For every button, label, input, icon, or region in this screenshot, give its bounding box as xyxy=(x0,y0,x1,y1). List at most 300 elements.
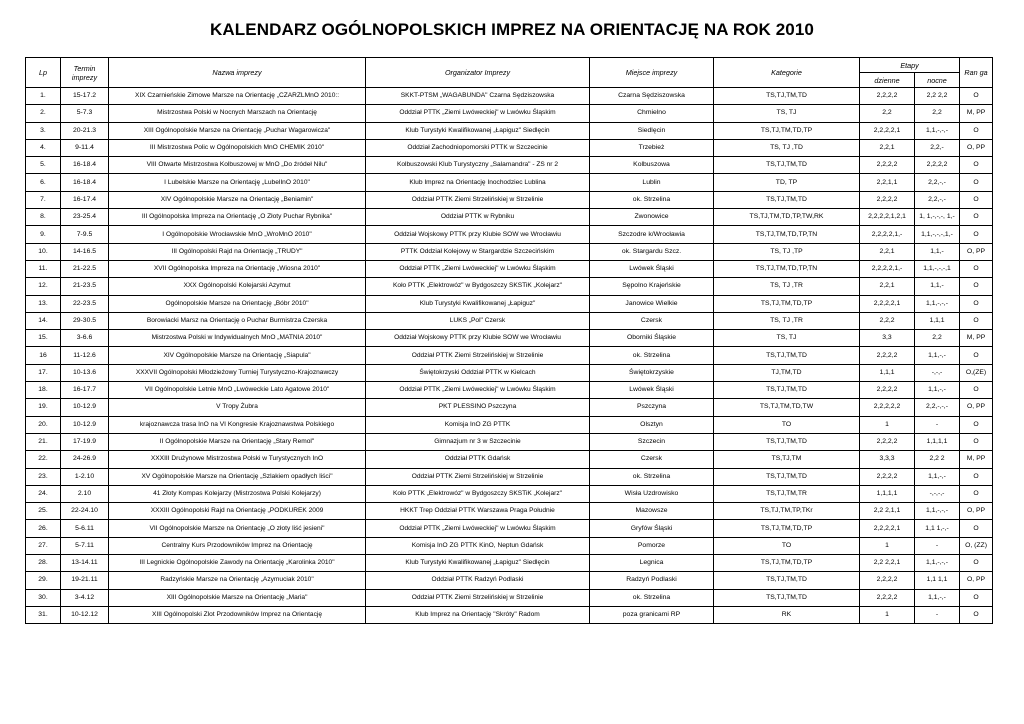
row-termin: 10-13.6 xyxy=(61,364,109,381)
header-ranga: Ran ga xyxy=(960,58,993,88)
row-organizator: Oddział PTTK „Ziemi Lwóweckiej" w Lwówku Śląskim xyxy=(366,520,590,537)
table-row xyxy=(26,416,993,433)
row-organizator: Oddział PTTK Ziemi Strzelińskiej w Strzelinie xyxy=(366,191,590,208)
row-etapy-nocne: 2,2 xyxy=(915,105,960,122)
row-miejsce: ok. Strzelina xyxy=(590,347,714,364)
row-etapy-nocne: - xyxy=(915,606,960,623)
row-organizator: Oddział PTTK „Ziemi Lwóweckiej" w Lwówku Śląskim xyxy=(366,105,590,122)
row-ranga: O xyxy=(960,191,993,208)
row-nazwa: XIII Ogólnopolskie Marsze na Orientację „Puchar Wagarowicza" xyxy=(109,122,366,139)
row-kategorie: TS,TJ,TM,TD,TP xyxy=(714,122,860,139)
row-organizator: Klub Turystyki Kwalifikowanej „Łapiguz" Siedlęcin xyxy=(366,122,590,139)
row-ranga: O xyxy=(960,295,993,312)
row-kategorie: TS,TJ,TM,TD xyxy=(714,468,860,485)
row-lp: 9. xyxy=(26,226,61,243)
row-kategorie: TS,TJ,TM,TD xyxy=(714,191,860,208)
header-dzienne: dzienne xyxy=(860,73,915,88)
row-etapy-nocne: 2,2 xyxy=(915,330,960,347)
header-termin: Termin imprezy xyxy=(61,58,109,88)
row-lp: 11. xyxy=(26,260,61,277)
row-nazwa: XIV Ogólnopolskie Marsze na Orientację „Siapula" xyxy=(109,347,366,364)
header-nocne: nocne xyxy=(915,73,960,88)
row-etapy-nocne: 2,2,-,- xyxy=(915,174,960,191)
table-row xyxy=(26,243,993,260)
row-etapy-dzienne: 1,1,1 xyxy=(860,364,915,381)
row-ranga: O xyxy=(960,278,993,295)
row-ranga: O xyxy=(960,589,993,606)
table-row xyxy=(26,555,993,572)
row-miejsce: Radzyń Podlaski xyxy=(590,572,714,589)
row-etapy-nocne: 1,1,-,-,- xyxy=(915,503,960,520)
row-miejsce: Lublin xyxy=(590,174,714,191)
row-kategorie: TS,TJ,TM,TD,TP,TN xyxy=(714,226,860,243)
row-lp: 23. xyxy=(26,468,61,485)
row-termin: 21-22.5 xyxy=(61,260,109,277)
row-etapy-dzienne: 2,2,2,2 xyxy=(860,347,915,364)
row-kategorie: TS,TJ,TM,TD xyxy=(714,157,860,174)
table-row xyxy=(26,88,993,105)
row-organizator: Oddział Wojskowy PTTK przy Klubie SOW we Wrocławiu xyxy=(366,226,590,243)
row-termin: 11-12.6 xyxy=(61,347,109,364)
row-nazwa: VII Ogólnopolskie Marsze na Orientację „O złoty liść jesieni" xyxy=(109,520,366,537)
row-termin: 7-9.5 xyxy=(61,226,109,243)
row-miejsce: Szczecin xyxy=(590,433,714,450)
row-kategorie: TS,TJ,TM,TD,TP xyxy=(714,295,860,312)
row-nazwa: XXXIII Ogólnopolski Rajd na Orientację „PODKUREK 2009 xyxy=(109,503,366,520)
row-organizator: Oddział PTTK Ziemi Strzelińskiej w Strzelinie xyxy=(366,589,590,606)
row-termin: 14-16.5 xyxy=(61,243,109,260)
row-ranga: O xyxy=(960,382,993,399)
row-ranga: O xyxy=(960,347,993,364)
header-organizator: Organizator Imprezy xyxy=(366,58,590,88)
row-kategorie: TS, TJ xyxy=(714,105,860,122)
row-ranga: O, PP xyxy=(960,572,993,589)
row-etapy-dzienne: 3,3 xyxy=(860,330,915,347)
row-nazwa: III Mistrzostwa Polic w Ogólnopolskich MnO CHEMIK 2010" xyxy=(109,139,366,156)
row-nazwa: krajoznawcza trasa InO na VI Kongresie Krajoznawstwa Polskiego xyxy=(109,416,366,433)
row-kategorie: TS,TJ,TM,TD,TP,TN xyxy=(714,260,860,277)
row-etapy-nocne: 1,1,-,- xyxy=(915,589,960,606)
row-lp: 3. xyxy=(26,122,61,139)
row-ranga: O xyxy=(960,416,993,433)
row-lp: 2. xyxy=(26,105,61,122)
row-ranga: O xyxy=(960,312,993,329)
table-row xyxy=(26,468,993,485)
header-nazwa: Nazwa imprezy xyxy=(109,58,366,88)
row-miejsce: Siedlęcin xyxy=(590,122,714,139)
row-nazwa: XV Ogólnopolskie Marsze na Orientację „Szlakiem opadłych liści" xyxy=(109,468,366,485)
row-lp: 28. xyxy=(26,555,61,572)
row-miejsce: Szczodre k/Wrocławia xyxy=(590,226,714,243)
row-termin: 10-12.9 xyxy=(61,416,109,433)
row-ranga: O xyxy=(960,606,993,623)
row-organizator: Oddział PTTK Ziemi Strzelińskiej w Strzelinie xyxy=(366,347,590,364)
row-kategorie: TD, TP xyxy=(714,174,860,191)
row-termin: 10-12.9 xyxy=(61,399,109,416)
row-kategorie: TS, TJ ,TR xyxy=(714,278,860,295)
row-termin: 3-6.6 xyxy=(61,330,109,347)
table-row xyxy=(26,572,993,589)
row-kategorie: TS, TJ xyxy=(714,330,860,347)
row-termin: 16-17.7 xyxy=(61,382,109,399)
row-nazwa: Radzyńskie Marsze na Orientację „Azymuciak 2010" xyxy=(109,572,366,589)
row-miejsce: Pomorze xyxy=(590,537,714,554)
row-ranga: O xyxy=(960,468,993,485)
row-lp: 16 xyxy=(26,347,61,364)
row-nazwa: I Lubelskie Marsze na Orientację „LubelInO 2010" xyxy=(109,174,366,191)
row-termin: 20-21.3 xyxy=(61,122,109,139)
row-etapy-dzienne: 1 xyxy=(860,416,915,433)
row-miejsce: Chmielno xyxy=(590,105,714,122)
row-miejsce: ok. Strzelina xyxy=(590,191,714,208)
header-miejsce: Miejsce imprezy xyxy=(590,58,714,88)
row-organizator: Koło PTTK „Elektrowóz" w Bydgoszczy SKSTiK „Kolejarz" xyxy=(366,485,590,502)
row-termin: 17-19.9 xyxy=(61,433,109,450)
row-kategorie: TS,TJ,TM,TD xyxy=(714,88,860,105)
row-organizator: Klub Turystyki Kwalifikowanej „Łapiguz" xyxy=(366,295,590,312)
row-termin: 29-30.5 xyxy=(61,312,109,329)
row-etapy-nocne: 2,2,-,- xyxy=(915,191,960,208)
table-row xyxy=(26,226,993,243)
row-nazwa: III Ogólnopolski Rajd na Orientację „TRUDY" xyxy=(109,243,366,260)
table-row xyxy=(26,312,993,329)
row-ranga: O xyxy=(960,433,993,450)
row-etapy-nocne: 1,1 1,-,- xyxy=(915,520,960,537)
row-kategorie: TS,TJ,TM,TD,TP xyxy=(714,555,860,572)
row-termin: 1-2.10 xyxy=(61,468,109,485)
row-organizator: Oddział PTTK Radzyń Podlaski xyxy=(366,572,590,589)
row-etapy-nocne: 1,1,-,-,-,1 xyxy=(915,260,960,277)
row-nazwa: I Ogólnopolskie Wrocławskie MnO „WroMnO 2010" xyxy=(109,226,366,243)
row-etapy-dzienne: 2,2,2,2 xyxy=(860,191,915,208)
row-nazwa: XIV Ogólnopolskie Marsze na Orientację „Beniamin" xyxy=(109,191,366,208)
row-organizator: Koło PTTK „Elektrowóz" w Bydgoszczy SKSTiK „Kolejarz" xyxy=(366,278,590,295)
table-row xyxy=(26,278,993,295)
document-title: KALENDARZ OGÓLNOPOLSKICH IMPREZ NA ORIENTACJĘ NA ROK 2010 xyxy=(210,20,814,39)
row-lp: 1. xyxy=(26,88,61,105)
row-etapy-nocne: 1,1 1,1 xyxy=(915,572,960,589)
row-kategorie: TS,TJ,TM,TD xyxy=(714,347,860,364)
row-etapy-dzienne: 2,2,2,2 xyxy=(860,382,915,399)
table-row xyxy=(26,589,993,606)
table-row xyxy=(26,485,993,502)
row-etapy-dzienne: 2,2,1,1 xyxy=(860,174,915,191)
row-etapy-dzienne: 2,2,2,2,1 xyxy=(860,520,915,537)
table-row xyxy=(26,122,993,139)
row-nazwa: Borowiacki Marsz na Orientację o Puchar Burmistrza Czerska xyxy=(109,312,366,329)
row-nazwa: Mistrzostwa Polski w Nocnych Marszach na Orientację xyxy=(109,105,366,122)
row-organizator: Oddział PTTK „Ziemi Lwóweckiej" w Lwówku Śląskim xyxy=(366,260,590,277)
row-lp: 22. xyxy=(26,451,61,468)
table-row xyxy=(26,105,993,122)
row-organizator: Oddział Zachodniopomorski PTTK w Szczecinie xyxy=(366,139,590,156)
row-nazwa: XIX Czarnieńskie Zimowe Marsze na Orientację „CZARZLMnO 2010:: xyxy=(109,88,366,105)
row-ranga: O,(ZE) xyxy=(960,364,993,381)
row-etapy-dzienne: 2,2,2,2,1,- xyxy=(860,260,915,277)
row-ranga: M, PP xyxy=(960,330,993,347)
row-kategorie: TS,TJ,TM,TD xyxy=(714,589,860,606)
events-table-body xyxy=(26,88,993,624)
row-ranga: O xyxy=(960,485,993,502)
row-lp: 12. xyxy=(26,278,61,295)
row-miejsce: ok. Strzelina xyxy=(590,589,714,606)
header-lp: Lp xyxy=(26,58,61,88)
row-nazwa: XXX Ogólnopolski Kolejarski Azymut xyxy=(109,278,366,295)
row-ranga: O, PP xyxy=(960,399,993,416)
row-termin: 22-23.5 xyxy=(61,295,109,312)
row-etapy-nocne: 1,1,-,-,- xyxy=(915,122,960,139)
row-miejsce: Janowice Wielkie xyxy=(590,295,714,312)
row-nazwa: VII Ogólnopolskie Letnie MnO „Lwóweckie Lato Agatowe 2010" xyxy=(109,382,366,399)
row-organizator: Klub Imprez na Orientację Inochodziec Lublina xyxy=(366,174,590,191)
row-termin: 24-26.9 xyxy=(61,451,109,468)
row-lp: 26. xyxy=(26,520,61,537)
table-row xyxy=(26,606,993,623)
row-ranga: O xyxy=(960,122,993,139)
row-lp: 8. xyxy=(26,209,61,226)
events-table xyxy=(25,57,993,624)
row-etapy-dzienne: 2,2,2,2,1,- xyxy=(860,226,915,243)
row-nazwa: Centralny Kurs Przodowników Imprez na Orientację xyxy=(109,537,366,554)
row-organizator: PKT PLESSINO Pszczyna xyxy=(366,399,590,416)
row-termin: 5-6.11 xyxy=(61,520,109,537)
row-kategorie: TS,TJ,TM,TD xyxy=(714,433,860,450)
row-ranga: O xyxy=(960,555,993,572)
row-etapy-dzienne: 2,2,2,2,1 xyxy=(860,122,915,139)
row-miejsce: Czarna Sędziszowska xyxy=(590,88,714,105)
row-organizator: Klub Turystyki Kwalifikowanej „Łapiguz" Siedlęcin xyxy=(366,555,590,572)
row-miejsce: Lwówek Śląski xyxy=(590,382,714,399)
row-nazwa: 41 Złoty Kompas Kolejarzy (Mistrzostwa Polski Kolejarzy) xyxy=(109,485,366,502)
row-termin: 13-14.11 xyxy=(61,555,109,572)
row-kategorie: TO xyxy=(714,416,860,433)
row-miejsce: ok. Stargardu Szcz. xyxy=(590,243,714,260)
row-etapy-nocne: 1,1,-,-,- xyxy=(915,555,960,572)
row-miejsce: Sępolno Krajeńskie xyxy=(590,278,714,295)
row-organizator: Oddział PTTK w Rybniku xyxy=(366,209,590,226)
row-lp: 29. xyxy=(26,572,61,589)
table-row xyxy=(26,520,993,537)
row-nazwa: Ogólnopolskie Marsze na Orientację „Bóbr 2010" xyxy=(109,295,366,312)
row-organizator: HKKT Trep Oddział PTTK Warszawa Praga Południe xyxy=(366,503,590,520)
row-etapy-nocne: -,-,- xyxy=(915,364,960,381)
table-row xyxy=(26,330,993,347)
table-row xyxy=(26,209,993,226)
row-nazwa: III Legnickie Ogólnopolskie Zawody na Orientację „Karolinka 2010" xyxy=(109,555,366,572)
row-organizator: Gimnazjum nr 3 w Szczecinie xyxy=(366,433,590,450)
row-kategorie: TS,TJ,TM,TR xyxy=(714,485,860,502)
row-etapy-dzienne: 2,2,1 xyxy=(860,278,915,295)
row-etapy-dzienne: 2,2,2,2 xyxy=(860,88,915,105)
row-miejsce: Oborniki Śląskie xyxy=(590,330,714,347)
row-termin: 9-11.4 xyxy=(61,139,109,156)
row-ranga: O, PP xyxy=(960,503,993,520)
row-etapy-dzienne: 1 xyxy=(860,606,915,623)
table-row xyxy=(26,295,993,312)
row-ranga: O xyxy=(960,88,993,105)
row-organizator: Oddział PTTK „Ziemi Lwóweckiej" w Lwówku Śląskim xyxy=(366,382,590,399)
row-termin: 5-7.3 xyxy=(61,105,109,122)
row-miejsce: Legnica xyxy=(590,555,714,572)
row-nazwa: II Ogólnopolskie Marsze na Orientację „Stary Remol" xyxy=(109,433,366,450)
row-etapy-dzienne: 2,2,1 xyxy=(860,243,915,260)
row-etapy-nocne: 1,1,1 xyxy=(915,312,960,329)
row-nazwa: XXXIII Drużynowe Mistrzostwa Polski w Turystycznych InO xyxy=(109,451,366,468)
table-row xyxy=(26,347,993,364)
row-etapy-nocne: 1,1,-,- xyxy=(915,347,960,364)
row-etapy-nocne: 2,2 2,2 xyxy=(915,88,960,105)
row-etapy-dzienne: 2,2,2,2 xyxy=(860,433,915,450)
row-kategorie: TS,TJ,TM,TD xyxy=(714,572,860,589)
row-etapy-nocne: 1,1,- xyxy=(915,278,960,295)
row-etapy-nocne: 2,2,-,-,- xyxy=(915,399,960,416)
table-row xyxy=(26,174,993,191)
row-miejsce: Czersk xyxy=(590,312,714,329)
row-lp: 24. xyxy=(26,485,61,502)
row-termin: 2.10 xyxy=(61,485,109,502)
row-lp: 5. xyxy=(26,157,61,174)
row-etapy-nocne: 1,1,-,- xyxy=(915,468,960,485)
row-termin: 16-18.4 xyxy=(61,174,109,191)
row-lp: 10. xyxy=(26,243,61,260)
row-ranga: O xyxy=(960,260,993,277)
row-etapy-dzienne: 2,2 2,1,1 xyxy=(860,503,915,520)
row-etapy-nocne: 2,2,2,2 xyxy=(915,157,960,174)
row-kategorie: TS,TJ,TM,TP,TKr xyxy=(714,503,860,520)
row-ranga: O, PP xyxy=(960,243,993,260)
table-row xyxy=(26,191,993,208)
row-ranga: O xyxy=(960,520,993,537)
row-ranga: O xyxy=(960,226,993,243)
row-termin: 16-17.4 xyxy=(61,191,109,208)
row-etapy-dzienne: 2,2,2,2 xyxy=(860,157,915,174)
row-miejsce: Olsztyn xyxy=(590,416,714,433)
row-etapy-dzienne: 2,2,2,2 xyxy=(860,468,915,485)
row-termin: 16-18.4 xyxy=(61,157,109,174)
row-lp: 13. xyxy=(26,295,61,312)
row-miejsce: poza granicami RP xyxy=(590,606,714,623)
row-etapy-nocne: - xyxy=(915,416,960,433)
row-miejsce: ok. Strzelina xyxy=(590,468,714,485)
row-miejsce: Zwonowice xyxy=(590,209,714,226)
row-nazwa: XXXVII Ogólnopolski Młodzieżowy Turniej Turystyczno-Krajoznawczy xyxy=(109,364,366,381)
row-etapy-dzienne: 1,1,1,1 xyxy=(860,485,915,502)
row-etapy-nocne: - xyxy=(915,537,960,554)
row-termin: 21-23.5 xyxy=(61,278,109,295)
row-lp: 30. xyxy=(26,589,61,606)
row-etapy-nocne: 1,1,1,1 xyxy=(915,433,960,450)
header-kategorie: Kategorie xyxy=(714,58,860,88)
row-organizator: Klub Imprez na Orientację "Skróty" Radom xyxy=(366,606,590,623)
row-miejsce: Pszczyna xyxy=(590,399,714,416)
header-etapy: Etapy xyxy=(860,58,960,73)
row-etapy-dzienne: 2,2 xyxy=(860,105,915,122)
row-kategorie: TS,TJ,TM xyxy=(714,451,860,468)
row-ranga: O xyxy=(960,209,993,226)
table-row xyxy=(26,364,993,381)
row-etapy-dzienne: 1 xyxy=(860,537,915,554)
row-miejsce: Trzebież xyxy=(590,139,714,156)
row-ranga: O, PP xyxy=(960,139,993,156)
row-kategorie: TS, TJ ,TR xyxy=(714,312,860,329)
row-organizator: Komisja InO ZG PTTK KinO, Neptun Gdańsk xyxy=(366,537,590,554)
row-etapy-nocne: 1,1,-,- xyxy=(915,382,960,399)
row-miejsce: Mazowsze xyxy=(590,503,714,520)
row-etapy-dzienne: 3,3,3 xyxy=(860,451,915,468)
row-lp: 14. xyxy=(26,312,61,329)
row-etapy-nocne: 1,1,- xyxy=(915,243,960,260)
row-organizator: Oddział PTTK Ziemi Strzelińskiej w Strzelinie xyxy=(366,468,590,485)
row-nazwa: V Tropy Żubra xyxy=(109,399,366,416)
table-row xyxy=(26,382,993,399)
row-lp: 19. xyxy=(26,399,61,416)
row-etapy-nocne: 1,1,-,-,- xyxy=(915,295,960,312)
row-ranga: M, PP xyxy=(960,105,993,122)
row-organizator: Kolbuszowski Klub Turystyczny „Salamandra" - ZS nr 2 xyxy=(366,157,590,174)
table-row xyxy=(26,139,993,156)
row-miejsce: Świętokrzyskie xyxy=(590,364,714,381)
table-row xyxy=(26,260,993,277)
row-kategorie: TS,TJ,TM,TD xyxy=(714,382,860,399)
row-nazwa: VIII Otwarte Mistrzostwa Kolbuszowej w MnO „Do źródeł Nilu" xyxy=(109,157,366,174)
row-etapy-nocne: 1, 1,-,-,-, 1,- xyxy=(915,209,960,226)
row-organizator: SKKT-PTSM „WAGABUNDA" Czarna Sędziszowska xyxy=(366,88,590,105)
table-row xyxy=(26,451,993,468)
row-lp: 20. xyxy=(26,416,61,433)
row-ranga: O xyxy=(960,174,993,191)
row-termin: 19-21.11 xyxy=(61,572,109,589)
row-organizator: LUKS „Pol" Czersk xyxy=(366,312,590,329)
row-termin: 3-4.12 xyxy=(61,589,109,606)
row-organizator: Świętokrzyski Oddział PTTK w Kielcach xyxy=(366,364,590,381)
row-ranga: O xyxy=(960,157,993,174)
row-etapy-dzienne: 2,2,2,2 xyxy=(860,589,915,606)
table-row xyxy=(26,537,993,554)
row-etapy-dzienne: 2,2,2,2 xyxy=(860,572,915,589)
table-row xyxy=(26,399,993,416)
row-lp: 7. xyxy=(26,191,61,208)
row-termin: 5-7.11 xyxy=(61,537,109,554)
row-kategorie: TS,TJ,TM,TD,TP,TW,RK xyxy=(714,209,860,226)
row-nazwa: Mistrzostwa Polski w Indywidualnych MnO „MATNIA 2010" xyxy=(109,330,366,347)
row-etapy-nocne: 1,1,-,-,-,1,- xyxy=(915,226,960,243)
row-etapy-nocne: -,-,-,- xyxy=(915,485,960,502)
row-etapy-dzienne: 2,2,2,2,2 xyxy=(860,399,915,416)
row-lp: 21. xyxy=(26,433,61,450)
row-organizator: PTTK Oddział Kolejowy w Stargardzie Szczecińskim xyxy=(366,243,590,260)
row-etapy-nocne: 2,2,- xyxy=(915,139,960,156)
row-nazwa: III Ogólnopolska Impreza na Orientację „O Złoty Puchar Rybnika" xyxy=(109,209,366,226)
row-lp: 31. xyxy=(26,606,61,623)
row-ranga: O, (ZZ) xyxy=(960,537,993,554)
row-lp: 15. xyxy=(26,330,61,347)
row-termin: 23-25.4 xyxy=(61,209,109,226)
row-termin: 22-24.10 xyxy=(61,503,109,520)
row-etapy-dzienne: 2,2,2,2,1,2,1 xyxy=(860,209,915,226)
row-etapy-dzienne: 2,2 2,2,1 xyxy=(860,555,915,572)
row-nazwa: XIII Ogólnopolski Zlot Przodowników Imprez na Orientację xyxy=(109,606,366,623)
row-organizator: Oddział PTTK Gdańsk xyxy=(366,451,590,468)
row-miejsce: Gryfów Śląski xyxy=(590,520,714,537)
table-row xyxy=(26,157,993,174)
row-termin: 15-17.2 xyxy=(61,88,109,105)
row-lp: 17. xyxy=(26,364,61,381)
row-kategorie: TS,TJ,TM,TD,TP xyxy=(714,520,860,537)
row-termin: 10-12.12 xyxy=(61,606,109,623)
row-lp: 25. xyxy=(26,503,61,520)
row-lp: 4. xyxy=(26,139,61,156)
row-etapy-dzienne: 2,2,2,2,1 xyxy=(860,295,915,312)
